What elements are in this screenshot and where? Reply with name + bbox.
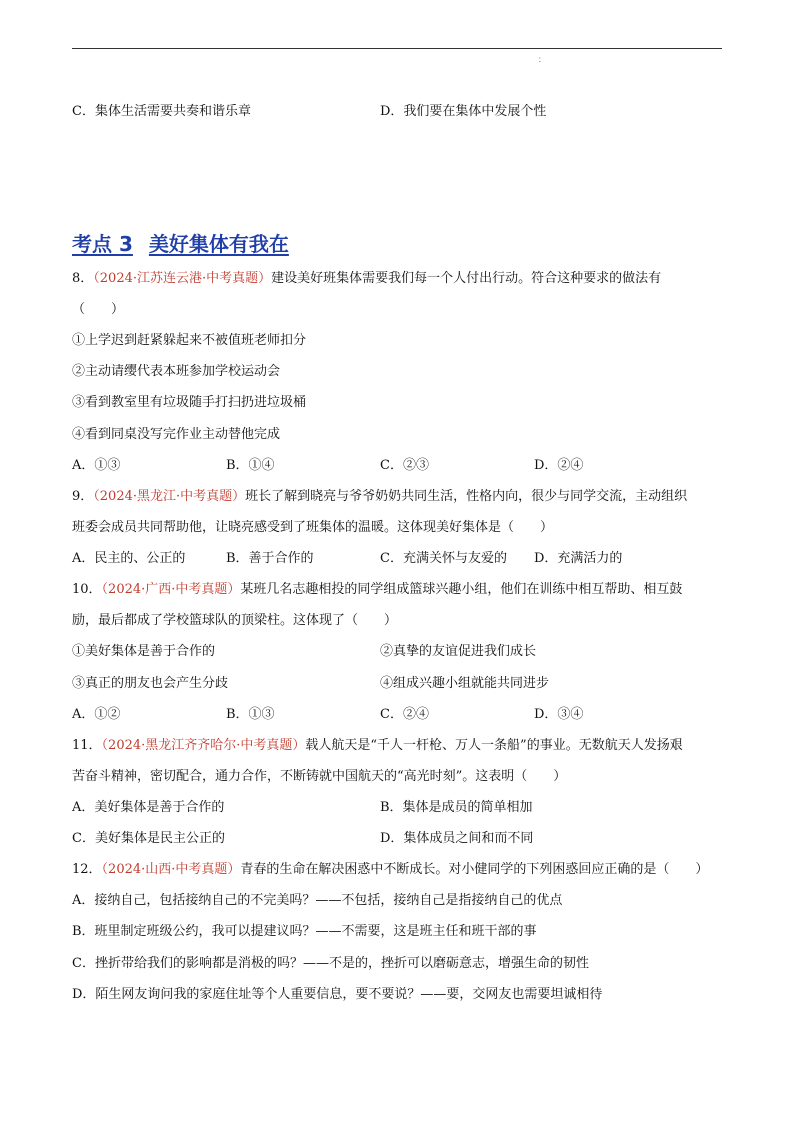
q8-option-b: B．①④: [226, 458, 275, 473]
q10-item-1: ①美好集体是善于合作的: [72, 644, 216, 659]
header-mark: ：: [538, 55, 546, 64]
q8-item-3: ③看到教室里有垃圾随手打扫扔进垃圾桶: [72, 395, 307, 410]
q12-option-d: D．陌生网友询问我的家庭住址等个人重要信息，要不要说？——要，交网友也需要坦诚相待: [72, 987, 603, 1002]
q9-source-tag: （2024·黑龙江·中考真题）: [93, 489, 246, 504]
section-number: 考点 3: [72, 232, 133, 256]
q10-option-c: C．②④: [380, 707, 429, 722]
q8-number: 8．: [72, 271, 94, 286]
q12-option-a: A．接纳自己，包括接纳自己的不完美吗？——不包括，接纳自己是指接纳自己的优点: [72, 893, 563, 908]
q10-number: 10．: [72, 582, 102, 597]
q11-option-b: B．集体是成员的简单相加: [380, 800, 533, 815]
q9-option-b: B．善于合作的: [226, 551, 314, 566]
q8-source-tag: （2024·江苏连云港·中考真题）: [93, 271, 272, 286]
q11-option-d: D．集体成员之间和而不同: [380, 831, 534, 846]
q10-item-4: ④组成兴趣小组就能共同进步: [380, 676, 550, 691]
q11-source-tag: （2024·黑龙江齐齐哈尔·中考真题）: [101, 738, 306, 753]
q10-option-a: A．①②: [72, 707, 121, 722]
q12-source-tag: （2024·山西·中考真题）: [101, 862, 241, 877]
q8-option-d: D．②④: [534, 458, 584, 473]
q11-option-a: A．美好集体是善于合作的: [72, 800, 225, 815]
q10-option-b: B．①③: [226, 707, 275, 722]
q8-stem: [72, 270, 661, 288]
q8-stem-text: 建设美好班集体需要我们每一个人付出行动。符合这种要求的做法有: [271, 271, 662, 286]
q12-option-c: C．挫折带给我们的影响都是消极的吗？——不是的，挫折可以磨砺意志，增强生命的韧性: [72, 956, 589, 971]
q10-source-tag: （2024·广西·中考真题）: [101, 582, 241, 597]
q10-item-3: ③真正的朋友也会产生分歧: [72, 676, 229, 691]
q9-option-d: D．充满活力的: [534, 551, 623, 566]
header-rule: [72, 48, 722, 49]
q12-stem-text: 青春的生命在解决困惑中不断成长。对小健同学的下列困惑回应正确的是（ ）: [240, 862, 709, 877]
q9-option-a: A．民主的、公正的: [72, 551, 186, 566]
section-name: 美好集体有我在: [148, 232, 289, 256]
q9-stem-line2: 班委会成员共同帮助他，让晓亮感受到了班集体的温暖。这体现美好集体是（ ）: [72, 520, 554, 535]
q7-option-d: D．我们要在集体中发展个性: [380, 104, 547, 119]
q8-option-a: A．①③: [72, 458, 121, 473]
q11-stem-line2: 苦奋斗精神，密切配合，通力合作，不断铸就中国航天的“高光时刻”。这表明（ ）: [72, 769, 567, 784]
q10-stem-line2: 励，最后都成了学校篮球队的顶梁柱。这体现了（ ）: [72, 613, 398, 628]
q9-option-c: C．充满关怀与友爱的: [380, 551, 507, 566]
q7-option-c: C．集体生活需要共奏和谐乐章: [72, 104, 251, 119]
q8-item-4: ④看到同桌没写完作业主动替他完成: [72, 427, 281, 442]
q10-stem-line1: 某班几名志趣相投的同学组成篮球兴趣小组，他们在训练中相互帮助、相互鼓: [240, 582, 683, 597]
q12-number: 12．: [72, 862, 102, 877]
section-title: [72, 228, 289, 257]
q8-item-2: ②主动请缨代表本班参加学校运动会: [72, 364, 281, 379]
q11-option-c: C．美好集体是民主公正的: [72, 831, 225, 846]
q8-answer-paren: （ ）: [72, 302, 125, 317]
q12-stem: [72, 861, 708, 879]
q12-option-b: B．班里制定班级公约，我可以提建议吗？——不需要，这是班主任和班干部的事: [72, 924, 537, 939]
q10-stem: [72, 581, 682, 599]
q9-stem-line1: 班长了解到晓亮与爷爷奶奶共同生活，性格内向，很少与同学交流，主动组织: [245, 489, 688, 504]
q9-stem: [72, 488, 687, 506]
q11-number: 11．: [72, 738, 102, 753]
q11-stem: [72, 737, 683, 755]
q10-option-d: D．③④: [534, 707, 584, 722]
q8-option-c: C．②③: [380, 458, 429, 473]
q11-stem-line1: 载人航天是“千人一杆枪、万人一条船”的事业。无数航天人发扬艰: [305, 738, 683, 753]
q9-number: 9．: [72, 489, 94, 504]
q10-item-2: ②真挚的友谊促进我们成长: [380, 644, 537, 659]
q8-item-1: ①上学迟到赶紧躲起来不被值班老师扣分: [72, 333, 307, 348]
